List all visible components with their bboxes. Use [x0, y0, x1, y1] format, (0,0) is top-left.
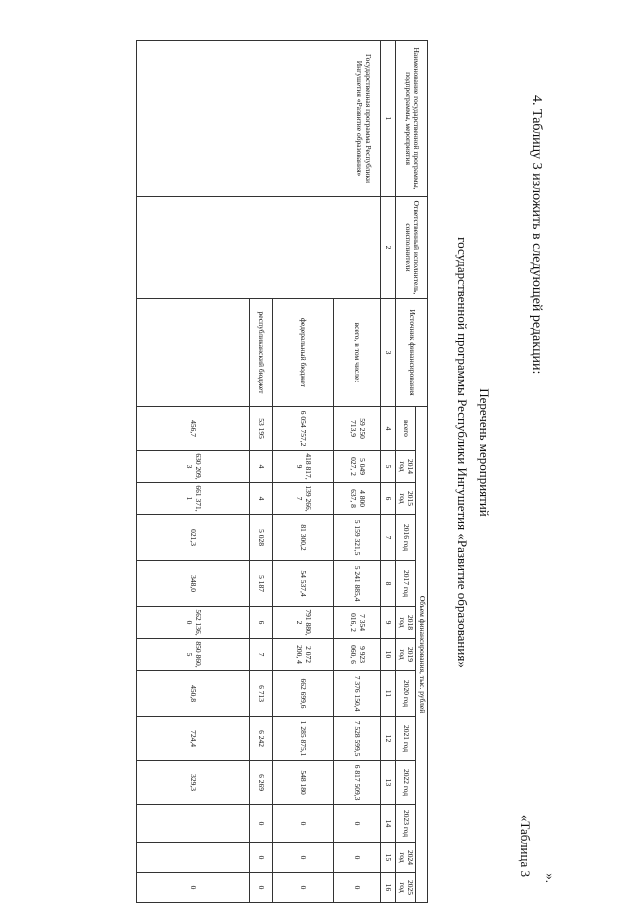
- header-year: 2019 год: [396, 639, 416, 671]
- column-number: 2: [381, 197, 396, 299]
- table-cell: 4: [250, 483, 273, 515]
- table-cell: 0: [273, 805, 334, 843]
- column-number: 13: [381, 761, 396, 805]
- table-cell: 348,0: [137, 561, 250, 607]
- header-volume: Объем финансирования, тыс. рублей: [416, 407, 428, 903]
- column-number: 5: [381, 451, 396, 483]
- header-year: 2020 год: [396, 671, 416, 717]
- column-number: 15: [381, 843, 396, 873]
- source-cell: федеральный бюджет: [273, 299, 334, 407]
- column-number: 3: [381, 299, 396, 407]
- header-year: 2021 год: [396, 717, 416, 761]
- table-cell: 548 180: [273, 761, 334, 805]
- table-cell: 4: [250, 451, 273, 483]
- table-cell: 0: [273, 873, 334, 903]
- table-cell: 450,8: [137, 671, 250, 717]
- header-year: 2016 год: [396, 515, 416, 561]
- header-year: 2015 год: [396, 483, 416, 515]
- table-label: «Таблица 3: [518, 814, 533, 877]
- header-year: 2014 год: [396, 451, 416, 483]
- header-executor: Ответственный исполнитель, соисполнители: [396, 197, 428, 299]
- table-cell: 1 285 875,1: [273, 717, 334, 761]
- header-year: 2024 год: [396, 843, 416, 873]
- header-year: 2017 год: [396, 561, 416, 607]
- table-cell: 7 376 150,4: [334, 671, 381, 717]
- document-title: Перечень мероприятий: [477, 388, 492, 517]
- table-cell: 53 195: [250, 407, 273, 451]
- table-cell: 0: [334, 873, 381, 903]
- table-cell: 661 371, 1: [137, 483, 250, 515]
- column-number: 12: [381, 717, 396, 761]
- header-year: 2023 год: [396, 805, 416, 843]
- table-row: [334, 41, 381, 903]
- measures-table: [136, 40, 428, 903]
- column-number: 11: [381, 671, 396, 717]
- table-cell: 0: [250, 843, 273, 873]
- table-cell: 0: [334, 843, 381, 873]
- table-cell: 630 209, 3: [137, 451, 250, 483]
- table-cell: 662 699,6: [273, 671, 334, 717]
- table-cell: 6 054 757,2: [273, 407, 334, 451]
- table-cell: 329,3: [137, 761, 250, 805]
- table-cell: 7 354 016, 2: [334, 607, 381, 639]
- column-number: 1: [381, 41, 396, 197]
- table-cell: 5 028: [250, 515, 273, 561]
- program-name: Государственная программа Республики Ингушетия «Развитие образования»: [137, 41, 381, 197]
- table-cell: 456,7: [137, 407, 250, 451]
- column-numbers-row: [381, 41, 396, 903]
- table-cell: 7 528 599,5: [334, 717, 381, 761]
- table-cell: 4 800 637, 8: [334, 483, 381, 515]
- source-cell: всего, в том числе:: [334, 299, 381, 407]
- closing-quote: ».: [543, 873, 558, 883]
- header-total: всего: [396, 407, 416, 451]
- header-year: 2025 год: [396, 873, 416, 903]
- table-cell: 021,3: [137, 515, 250, 561]
- table-cell: 0: [273, 843, 334, 873]
- document-subtitle: государственной программы Республики Ингушетия «Развитие образования»: [455, 237, 470, 668]
- table-cell: 6 242: [250, 717, 273, 761]
- table-cell: 2 072 200, 4: [273, 639, 334, 671]
- source-cell: республиканский бюджет: [250, 299, 273, 407]
- intro-text: 4. Таблицу 3 изложить в следующей редакции:: [529, 95, 544, 375]
- table-cell: 6: [250, 607, 273, 639]
- header-year: 2018 год: [396, 607, 416, 639]
- table-cell: 7: [250, 639, 273, 671]
- table-cell: 791 880, 2: [273, 607, 334, 639]
- table-cell: 6 713: [250, 671, 273, 717]
- table-cell: 5 241 885,4: [334, 561, 381, 607]
- table-cell: 0: [334, 805, 381, 843]
- table-cell: 5 049 027, 2: [334, 451, 381, 483]
- column-number: 7: [381, 515, 396, 561]
- column-number: 8: [381, 561, 396, 607]
- table-cell: 6 817 509,3: [334, 761, 381, 805]
- table-cell: 6 269: [250, 761, 273, 805]
- table-cell: 0: [250, 805, 273, 843]
- table-cell: 5 187: [250, 561, 273, 607]
- header-year: 2022 год: [396, 761, 416, 805]
- table-cell: 562 136, 0: [137, 607, 250, 639]
- table-cell: 850 860, 5: [137, 639, 250, 671]
- table-cell: [137, 843, 250, 873]
- table-cell: 139 266, 7: [273, 483, 334, 515]
- table-cell: 81 300,2: [273, 515, 334, 561]
- header-source: Источник финансирования: [396, 299, 428, 407]
- header-name: Наименование государственной программы, подпрограммы, мероприятия: [396, 41, 428, 197]
- table-cell: 0: [250, 873, 273, 903]
- table-cell: 59 250 713,9: [334, 407, 381, 451]
- table-cell: 54 537,4: [273, 561, 334, 607]
- table-cell: 5 159 321,5: [334, 515, 381, 561]
- column-number: 9: [381, 607, 396, 639]
- table-cell: 724,4: [137, 717, 250, 761]
- table-cell: 9 923 060, 6: [334, 639, 381, 671]
- column-number: 4: [381, 407, 396, 451]
- table-cell: [137, 805, 250, 843]
- table-cell: 0: [137, 873, 250, 903]
- column-number: 10: [381, 639, 396, 671]
- column-number: 6: [381, 483, 396, 515]
- column-number: 16: [381, 873, 396, 903]
- column-number: 14: [381, 805, 396, 843]
- executor-cell: [137, 197, 381, 299]
- source-cell: [137, 299, 250, 407]
- table-cell: 418 817, 9: [273, 451, 334, 483]
